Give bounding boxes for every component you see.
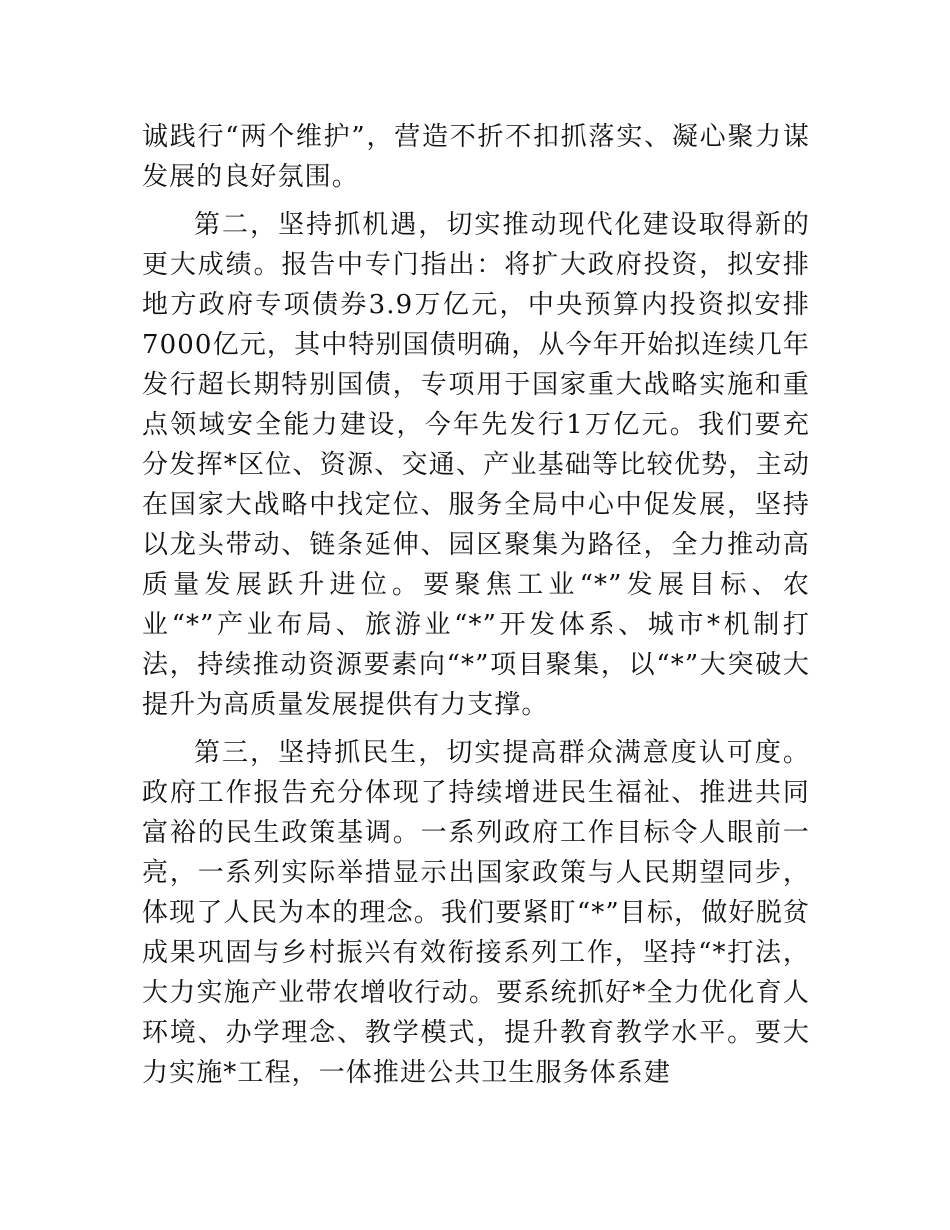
paragraph-continuation: 诚践行“两个维护”，营造不折不扣抓落实、凝心聚力谋发展的良好氛围。 — [142, 122, 810, 192]
document-body — [142, 117, 810, 1101]
paragraph-second-point: 第二，坚持抓机遇，切实推动现代化建设取得新的更大成绩。报告中专门指出：将扩大政府投资，拟安排地方政府专项债券3.9万亿元，中央预算内投资拟安排7000亿元，其中特别国债明确，从今年开始拟连续几年发行超长期特别国债，专项用于国家重大战略实施和重点领域安全能力建设，今年先发行1万亿元。我们要充分发挥*区位、资源、交通、产业基础等比较优势，主动在国家大战略中找定位、服务全局中心中促发展，坚持以龙头带动、链条延伸、园区聚集为路径，全力推动高质量发展跃升进位。要聚焦工业“*”发展目标、农业“*”产业布局、旅游业“*”开发体系、城市*机制打法，持续推动资源要素向“*”项目聚集，以“*”大突破大提升为高质量发展提供有力支撑。 — [142, 210, 810, 720]
paragraph-third-point: 第三，坚持抓民生，切实提高群众满意度认可度。政府工作报告充分体现了持续增进民生福祉、推进共同富裕的民生政策基调。一系列政府工作目标令人眼前一亮，一系列实际举措显示出国家政策与人民期望同步，体现了人民为本的理念。我们要紧盯“*”目标，做好脱贫成果巩固与乡村振兴有效衔接系列工作，坚持“*打法，大力实施产业带农增收行动。要系统抓好*全力优化育人环境、办学理念、教学模式，提升教育教学水平。要大力实施*工程，一体推进公共卫生服务体系建 — [142, 738, 810, 1088]
